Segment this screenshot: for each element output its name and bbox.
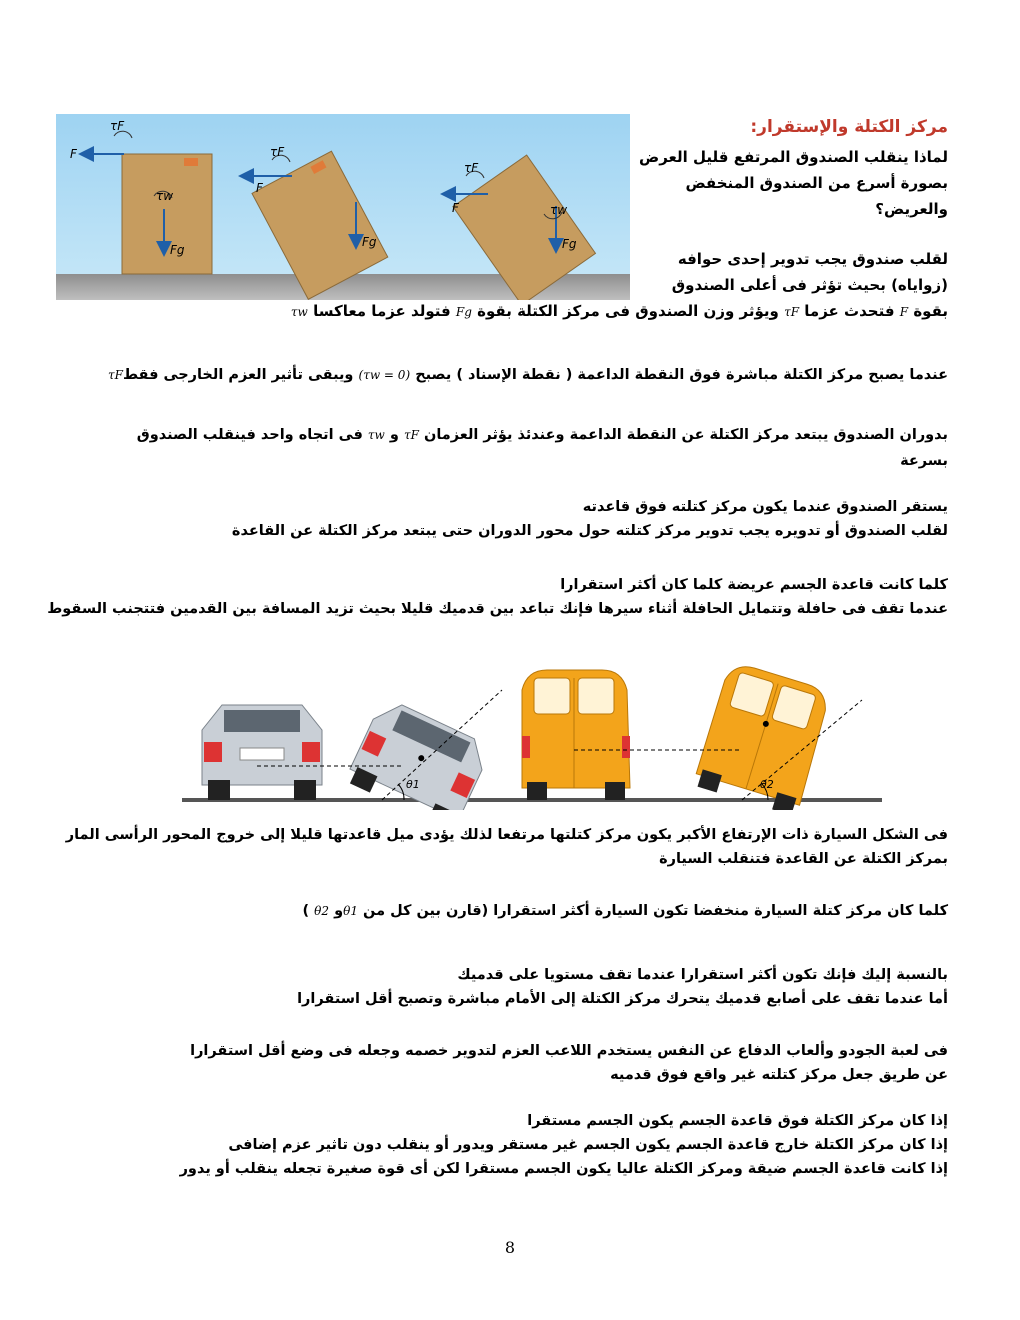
cars-figure — [182, 660, 882, 810]
question-line-3: والعريض؟ — [875, 200, 948, 218]
fg-label-2: Fg — [362, 235, 377, 249]
tau-f-label-1: τF — [110, 119, 125, 133]
tau-w-label-1: τw — [156, 189, 174, 203]
p3-line-1: بدوران الصندوق يبتعد مركز الكتلة عن النقطة الداعمة وعندئذ يؤثر العزمان τF و τw فى اتجاه واحد فينقلب الصندوق — [136, 427, 948, 443]
p5-line-2: عندما تقف فى حافلة وتتمايل الحافلة أثناء سيرها فإنك تباعد بين قدميك قليلا بحيث تزيد المسافة بين القدمين فتتجنب السقوط — [47, 601, 948, 617]
fg-label-3: Fg — [562, 237, 577, 251]
tau-f-label-2: τF — [270, 145, 285, 159]
theta1-label: θ1 — [406, 778, 420, 791]
p10-line-1: إذا كان مركز الكتلة فوق قاعدة الجسم يكون الجسم مستقرا — [527, 1113, 948, 1129]
p8-line-2: أما عندما تقف على أصابع قدميك يتحرك مركز الكتلة إلى الأمام مباشرة وتصبح أقل استقرارا — [297, 991, 948, 1007]
section-title: مركز الكتلة والإستقرار: — [750, 117, 948, 137]
p2: عندما يصبح مركز الكتلة مباشرة فوق النقطة الداعمة ( نقطة الإسناد ) يصبح (τw = 0) ويبقى تأثير العزم الخارجى فقطτF — [108, 367, 948, 383]
p6-line-2: بمركز الكتلة عن القاعدة فتنقلب السيارة — [659, 851, 948, 867]
p4-line-2: لقلب الصندوق أو تدويره يجب تدوير مركز كتلته حول محور الدوران حتى يبتعد مركز الكتلة عن القاعدة — [231, 523, 948, 539]
p1-line-3: بقوة F فتحدث عزما τF ويؤثر وزن الصندوق فى مركز الكتلة بقوة Fg فتولد عزما معاكسا τw — [290, 302, 948, 320]
p5-line-1: كلما كانت قاعدة الجسم عريضة كلما كان أكثر استقرارا — [560, 577, 948, 593]
p9-line-2: عن طريق جعل مركز كتلته غير واقع فوق قدميه — [610, 1067, 948, 1083]
p10-line-3: إذا كانت قاعدة الجسم ضيقة ومركز الكتلة عاليا يكون الجسم مستقرا لكن أى قوة صغيرة تجعله ينقلب أو يدور — [179, 1161, 948, 1177]
theta2-label: θ2 — [760, 778, 774, 791]
silver-car-upright — [202, 705, 322, 800]
p3-line-2: بسرعة — [900, 453, 948, 469]
boxes-figure — [56, 114, 630, 300]
p9-line-1: فى لعبة الجودو وألعاب الدفاع عن النفس يستخدم اللاعب العزم لتدوير خصمه وجعله فى وضع أقل استقرارا — [190, 1043, 948, 1059]
box-upright — [122, 154, 212, 274]
tau-f-label-3: τF — [464, 161, 479, 175]
f-label-1: F — [70, 147, 77, 161]
page-number: 8 — [504, 1238, 516, 1257]
silver-car-tilted — [344, 697, 492, 810]
p1-line-2: (زواياه) بحيث تؤثر فى أعلى الصندوق — [671, 276, 948, 294]
p6-line-1: فى الشكل السيارة ذات الإرتفاع الأكبر يكون مركز كتلتها مرتفعا لذلك يؤدى ميل قاعدتها قليلا إلى خروج المحور الرأسى المار — [65, 827, 948, 843]
f-label-3: F — [452, 201, 459, 215]
tau-w-label-3: τw — [550, 203, 568, 217]
p4-line-1: يستقر الصندوق عندما يكون مركز كتلته فوق قاعدته — [582, 499, 948, 515]
van-upright — [522, 670, 630, 800]
question-line-1: لماذا ينقلب الصندوق المرتفع قليل العرض — [639, 148, 948, 166]
p10-line-2: إذا كان مركز الكتلة خارج قاعدة الجسم يكون الجسم غير مستقر ويدور أو ينقلب دون تاثير عزم إضافى — [228, 1137, 948, 1153]
question-line-2: بصورة أسرع من الصندوق المنخفض — [685, 174, 948, 192]
f-label-2: F — [256, 181, 263, 195]
p1-line-1: لقلب صندوق يجب تدوير إحدى حوافه — [677, 250, 948, 268]
fg-label-1: Fg — [170, 243, 185, 257]
p8-line-1: بالنسبة إليك فإنك تكون أكثر استقرارا عندما تقف مستويا على قدميك — [457, 967, 948, 983]
p7: كلما كان مركز كتلة السيارة منخفضا تكون السيارة أكثر استقرارا (قارن بين كل من θ1و θ2 ) — [302, 903, 948, 919]
